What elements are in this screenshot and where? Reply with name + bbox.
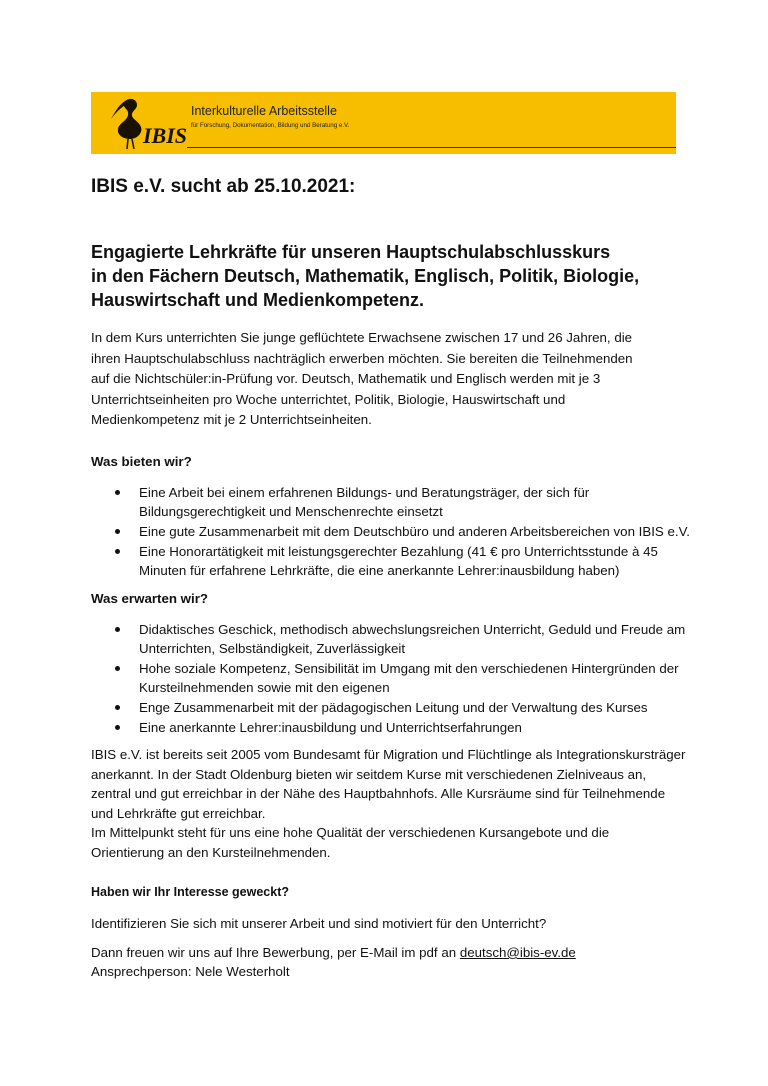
about-line: Im Mittelpunkt steht für uns eine hohe Qualität der verschiedenen Kursangebote und die xyxy=(91,825,610,840)
closing-contact xyxy=(91,943,691,981)
list-item: Eine Arbeit bei einem erfahrenen Bildungs- und Beratungsträger, der sich für Bildungsgerechtigkeit und Menschenrechte einsetzt xyxy=(91,483,691,521)
list-item: Enge Zusammenarbeit mit der pädagogischen Leitung und der Verwaltung des Kurses xyxy=(91,698,691,717)
offer-heading: Was bieten wir? xyxy=(91,454,192,469)
expect-list xyxy=(91,620,691,738)
expect-heading: Was erwarten wir? xyxy=(91,591,208,606)
headline-line: Engagierte Lehrkräfte für unseren Hauptschulabschlusskurs xyxy=(91,242,611,262)
about-line: und Lehrkräfte gut erreichbar. xyxy=(91,805,266,821)
about-paragraph xyxy=(91,745,691,862)
intro-line: In dem Kurs unterrichten Sie junge geflüchtete Erwachsene zwischen 17 und 26 Jahren, die xyxy=(91,330,633,345)
ibis-bird-logo xyxy=(97,95,189,151)
about-line: Orientierung an den Kursteilnehmenden. xyxy=(91,844,331,860)
org-name: Interkulturelle Arbeitsstelle xyxy=(191,104,337,118)
about-line: IBIS e.V. ist bereits seit 2005 vom Bundesamt für Migration und Flüchtlinge als Integrationskursträger xyxy=(91,747,686,762)
list-item: Didaktisches Geschick, methodisch abwechslungsreichen Unterricht, Geduld und Freude am Unterrichten, Selbständigkeit, Zuverlässigkeit xyxy=(91,620,691,658)
org-subtitle: für Forschung, Dokumentation, Bildung und Beratung e.V. xyxy=(191,122,350,129)
list-item: Eine Honorartätigkeit mit leistungsgerechter Bezahlung (41 € pro Unterrichtsstunde à 45 Minuten für erfahrene Lehrkräfte, die eine anerkannte Lehrer:inausbildung haben) xyxy=(91,542,691,580)
intro-line: Medienkompetenz mit je 2 Unterrichtseinheiten. xyxy=(91,412,372,427)
list-item: Eine anerkannte Lehrer:inausbildung und Unterrichtserfahrungen xyxy=(91,718,691,737)
intro-line: auf die Nichtschüler:in-Prüfung vor. Deutsch, Mathematik und Englisch werden mit je 3 xyxy=(91,371,601,386)
page-title: IBIS e.V. sucht ab 25.10.2021: xyxy=(91,176,356,197)
intro-paragraph xyxy=(91,328,691,431)
bullet-dot xyxy=(115,725,120,730)
offer-list xyxy=(91,483,691,581)
apply-line: Dann freuen wir uns auf Ihre Bewerbung, per E-Mail im pdf an deutsch@ibis-ev.de xyxy=(91,945,576,960)
bullet-dot xyxy=(115,627,120,632)
list-item: Eine gute Zusammenarbeit mit dem Deutschbüro und anderen Arbeitsbereichen von IBIS e.V. xyxy=(91,522,691,541)
job-headline xyxy=(91,240,691,312)
closing-question: Identifizieren Sie sich mit unserer Arbeit und sind motiviert für den Unterricht? xyxy=(91,916,547,931)
bullet-dot xyxy=(115,529,120,534)
headline-line: Hauswirtschaft und Medienkompetenz. xyxy=(91,290,425,310)
email-link[interactable]: deutsch@ibis-ev.de xyxy=(459,945,576,960)
about-line: anerkannt. In der Stadt Oldenburg bieten wir seitdem Kurse mit verschiedenen Zielniveaus an, xyxy=(91,766,647,782)
headline-line: in den Fächern Deutsch, Mathematik, Englisch, Politik, Biologie, xyxy=(91,266,640,286)
bullet-dot xyxy=(115,705,120,710)
bullet-dot xyxy=(115,666,120,671)
header-banner xyxy=(91,92,676,154)
list-item: Hohe soziale Kompetenz, Sensibilität im Umgang mit den verschiedenen Hintergründen der Kursteilnehmenden sowie mit den eigenen xyxy=(91,659,691,697)
logo-text: IBIS xyxy=(143,123,188,148)
bullet-dot xyxy=(115,549,120,554)
contact-person: Ansprechperson: Nele Westerholt xyxy=(91,964,290,979)
intro-line: Unterrichtseinheiten pro Woche unterrichtet, Politik, Biologie, Hauswirtschaft und xyxy=(91,391,566,407)
bullet-dot xyxy=(115,490,120,495)
banner-rule xyxy=(187,147,676,148)
about-line: zentral und gut erreichbar in der Nähe des Hauptbahnhofs. Alle Kursräume sind für Teilnehmende xyxy=(91,786,666,801)
intro-line: ihren Hauptschulabschluss nachträglich erwerben möchten. Sie bereiten die Teilnehmenden xyxy=(91,350,633,366)
closing-heading: Haben wir Ihr Interesse geweckt? xyxy=(91,885,289,899)
